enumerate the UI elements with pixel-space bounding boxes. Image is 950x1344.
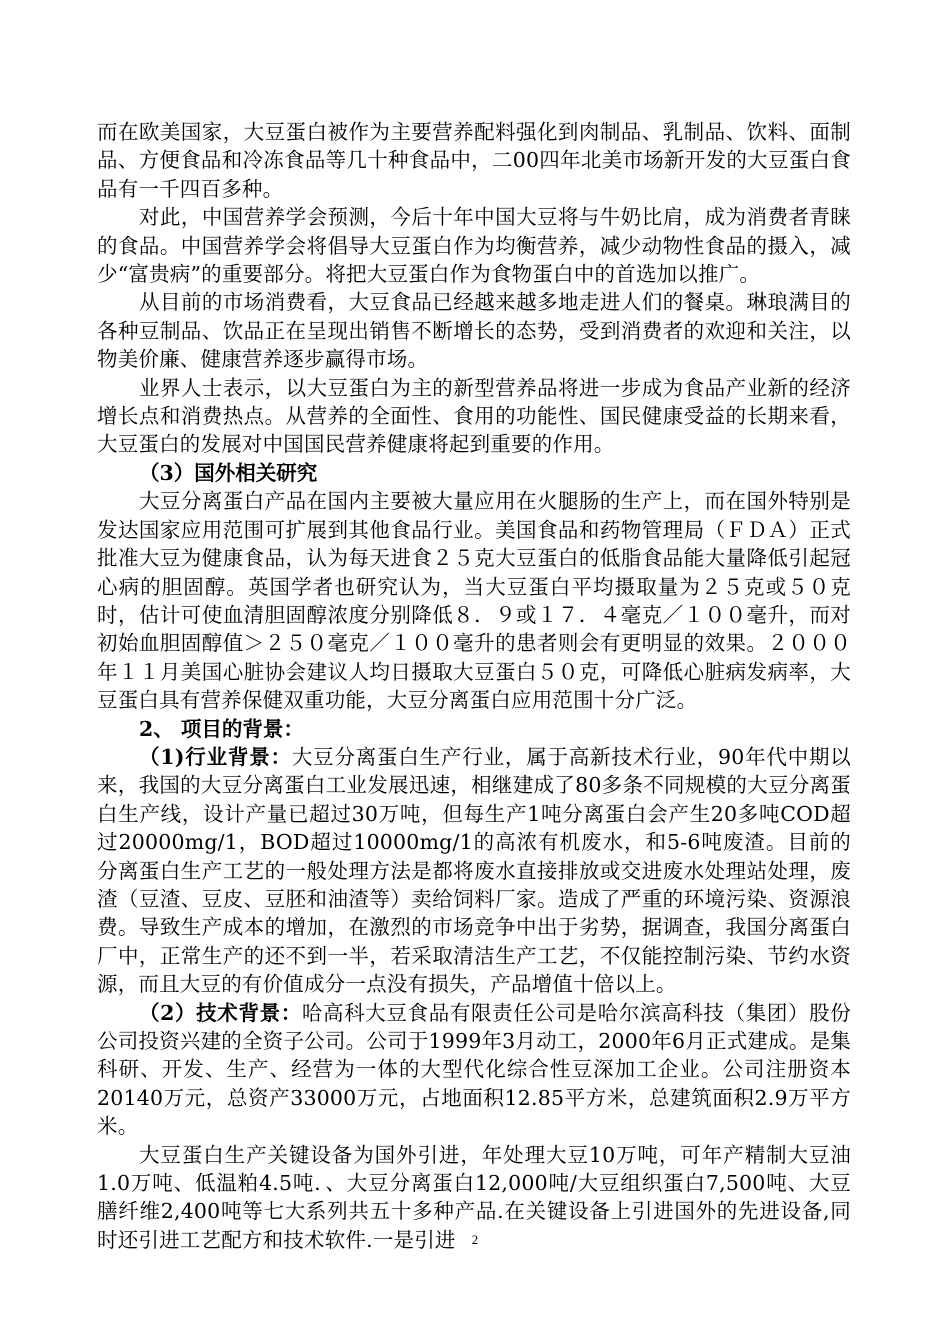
paragraph-industry-background [97,743,851,999]
paragraph-industry-view: 业界人士表示，以大豆蛋白为主的新型营养品将进一步成为食品产业新的经济增长点和消费热点。从营养的全面性、食用的功能性、国民健康受益的长期来看，大豆蛋白的发展对中国国民营养健康将起到重要的作用。 [97,375,851,457]
industry-background-label: （1)行业背景： [139,744,292,769]
section-heading-project-background: 2、 项目的背景： [139,716,304,741]
paragraph-key-equipment: 大豆蛋白生产关键设备为国外引进，年处理大豆10万吨，可年产精制大豆油1.0万吨、低温粕4.5吨．、大豆分离蛋白12,000吨/大豆组织蛋白7,500吨、大豆膳纤维2,400吨等七大系列共五十多种产品.在关键设备上引进国外的先进设备,同时还引进工艺配方和技术软件.一是引进 [97,1142,851,1252]
industry-background-text: 大豆分离蛋白生产行业，属于高新技术行业，90年代中期以来，我国的大豆分离蛋白工业发展迅速，相继建成了80多条不同规模的大豆分离蛋白生产线，设计产量已超过30万吨，但每生产1吨分离蛋白会产生20多吨COD超过20000mg/1，BOD超过10000mg/1的高浓有机废水，和5-6吨废渣。目前的分离蛋白生产工艺的一般处理方法是都将废水直接排放或交进废水处理站处理，废渣（豆渣、豆皮、豆胚和油渣等）卖给饲料厂家。造成了严重的环境污染、资源浪费。导致生产成本的增加，在激烈的市场竞争中出于劣势，据调查，我国分离蛋白厂中，正常生产的还不到一半，若采取清洁生产工艺，不仅能控制污染、节约水资源，而且大豆的有价值成分一点没有损失，产品增值十倍以上。 [97,744,851,997]
paragraph-foreign-research: 大豆分离蛋白产品在国内主要被大量应用在火腿肠的生产上，而在国外特别是发达国家应用范围可扩展到其他食品行业。美国食品和药物管理局（ＦＤＡ）正式批准大豆为健康食品，认为每天进食２５克大豆蛋白的低脂食品能大量降低引起冠心病的胆固醇。英国学者也研究认为，当大豆蛋白平均摄取量为２５克或５０克时，估计可使血清胆固醇浓度分别降低８．９或１７．４毫克／１００毫升，而对初始血胆固醇值＞２５０毫克／１００毫升的患者则会有更明显的效果。２０００年１１月美国心脏协会建议人均日摄取大豆蛋白５０克，可降低心脏病发病率，大豆蛋白具有营养保健双重功能，大豆分离蛋白应用范围十分广泛。 [97,489,851,713]
page-number: 2 [471,1232,479,1247]
paragraph-nutrition-society: 对此，中国营养学会预测，今后十年中国大豆将与牛奶比肩，成为消费者青睐的食品。中国营养学会将倡导大豆蛋白作为均衡营养，减少动物性食品的摄入，减少“富贵病”的重要部分。将把大豆蛋白作为食物蛋白中的首选加以推广。 [97,205,851,287]
paragraph-technical-background [97,999,851,1141]
technical-background-text: 哈高科大豆食品有限责任公司是哈尔滨高科技（集团）股份公司投资兴建的全资子公司。公司于1999年3月动工，2000年6月正式建成。是集科研、开发、生产、经营为一体的大型代化综合性豆深加工企业。公司注册资本20140万元，总资产33000万元，占地面积12.85平方米，总建筑面积2.9万平方米。 [97,1000,851,1139]
section-heading-foreign-research: （3）国外相关研究 [139,460,318,485]
document-body [97,118,851,1254]
paragraph-europe-america: 而在欧美国家，大豆蛋白被作为主要营养配料强化到肉制品、乳制品、饮料、面制品、方便食品和冷冻食品等几十种食品中，二00四年北美市场新开发的大豆蛋白食品有一千四百多种。 [97,120,851,201]
technical-background-label: （2）技术背景： [139,1000,302,1025]
paragraph-market-consumption: 从目前的市场消费看，大豆食品已经越来越多地走进人们的餐桌。琳琅满目的各种豆制品、饮品正在呈现出销售不断增长的态势，受到消费者的欢迎和关注，以物美价廉、健康营养逐步赢得市场。 [97,290,851,372]
